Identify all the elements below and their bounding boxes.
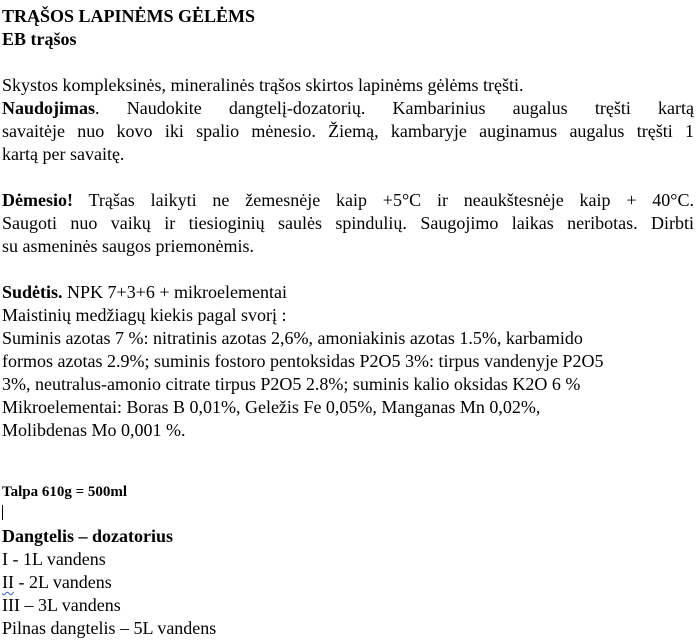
usage-line-3: kartą per savaitę. [2,144,125,164]
cap-item-1: I - 1L vandens [2,549,106,569]
cap-item-2: II - 2L vandens [2,572,112,592]
attention-line-3: su asmeninės saugos priemonėmis. [2,236,254,256]
composition-line-2: Maistinių medžiagų kiekis pagal svorį : [2,305,287,325]
cap-item-3: III – 3L vandens [2,595,121,615]
composition-line-3: Suminis azotas 7 %: nitratinis azotas 2,6%, amoniakinis azotas 1.5%, karbamido [2,328,583,348]
composition-line-6: Mikroelementai: Boras B 0,01%, Geležis Fe 0,05%, Manganas Mn 0,02%, [2,397,541,417]
attention-line-1: Dėmesio! Trąšas laikyti ne žemesnėje kaip +5°C ir neaukštesnėje kaip + 40°C. [2,190,694,210]
document-title: TRĄŠOS LAPINĖMS GĖLĖMS [2,6,256,26]
attention-label: Dėmesio! [2,190,73,210]
composition-label: Sudėtis. [2,282,63,302]
attention-line-2: Saugoti nuo vaikų ir tiesioginių saulės spindulių. Saugojimo laikas neribotas. Dirbti [2,213,694,233]
spellcheck-mark: II [2,572,14,592]
cap-item-4: Pilnas dangtelis – 5L vandens [2,618,217,638]
composition-line-1: Sudėtis. NPK 7+3+6 + mikroelementai [2,282,287,302]
text-cursor [2,505,3,520]
composition-line-7: Molibdenas Mo 0,001 %. [2,420,186,440]
composition-line-5: 3%, neutralus-amonio citrate tirpus P2O5 2.8%; suminis kalio oksidas K2O 6 % [2,374,581,394]
cap-heading: Dangtelis – dozatorius [2,526,173,546]
composition-line-4: formos azotas 2.9%; suminis fostoro pentoksidas P2O5 3%: tirpus vandenyje P2O5 [2,351,604,371]
usage-line-1: Naudojimas. Naudokite dangtelį-dozatorių. Kambarinius augalus tręšti kartą [2,98,694,118]
document-subtitle: EB trąšos [2,29,77,49]
usage-label: Naudojimas [2,98,96,118]
intro-paragraph: Skystos kompleksinės, mineralinės trąšos skirtos lapinėms gėlėms tręšti. [2,75,524,95]
volume-label: Talpa 610g = 500ml [2,484,128,500]
usage-line-2: savaitėje nuo kovo iki spalio mėnesio. Žiemą, kambaryje auginamus augalus tręšti 1 [2,121,694,141]
